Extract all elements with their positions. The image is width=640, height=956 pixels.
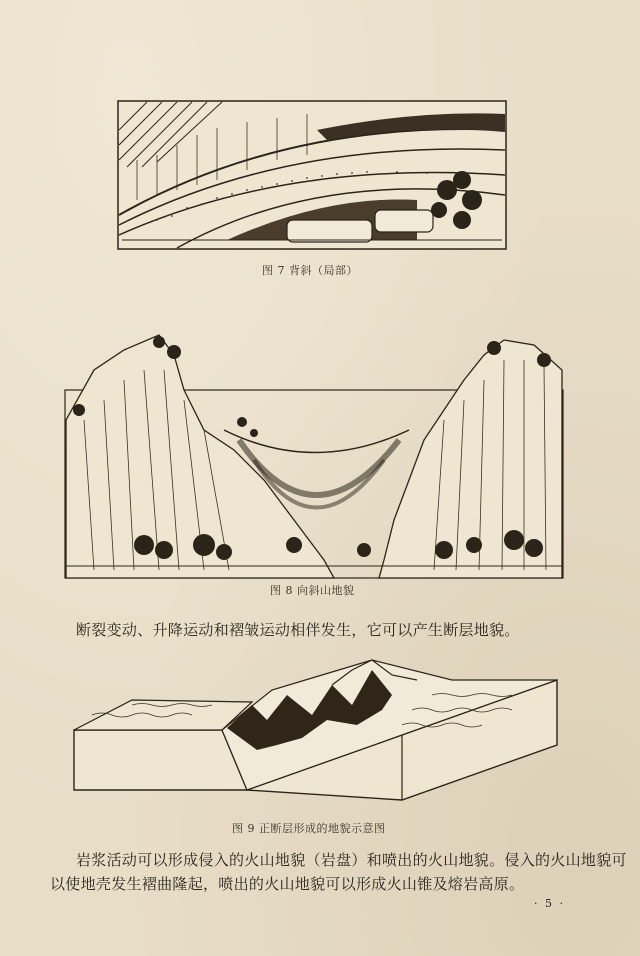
figure-8-syncline-mountain (64, 330, 564, 580)
paragraph-magma-line-1: 岩浆活动可以形成侵入的火山地貌（岩盘）和喷出的火山地貌。侵入的火山地貌可 (76, 851, 627, 869)
figure-9-caption: 图 9 正断层形成的地貌示意图 (232, 822, 386, 835)
paragraph-fault-landform: 断裂变动、升降运动和褶皱运动相伴发生，它可以产生断层地貌。 (76, 621, 520, 639)
figure-7-anticline (117, 100, 507, 250)
figure-8-caption: 图 8 向斜山地貌 (270, 584, 355, 597)
figure-9-normal-fault (72, 650, 562, 810)
syncline-mountain-illustration (64, 330, 564, 580)
paragraph-magma-line-2: 以使地壳发生褶曲隆起，喷出的火山地貌可以形成火山锥及熔岩高原。 (50, 875, 525, 893)
anticline-illustration (117, 100, 507, 250)
figure-7-caption: 图 7 背斜（局部） (262, 264, 358, 277)
normal-fault-block-diagram (72, 650, 562, 810)
page-number: · 5 · (534, 897, 565, 910)
